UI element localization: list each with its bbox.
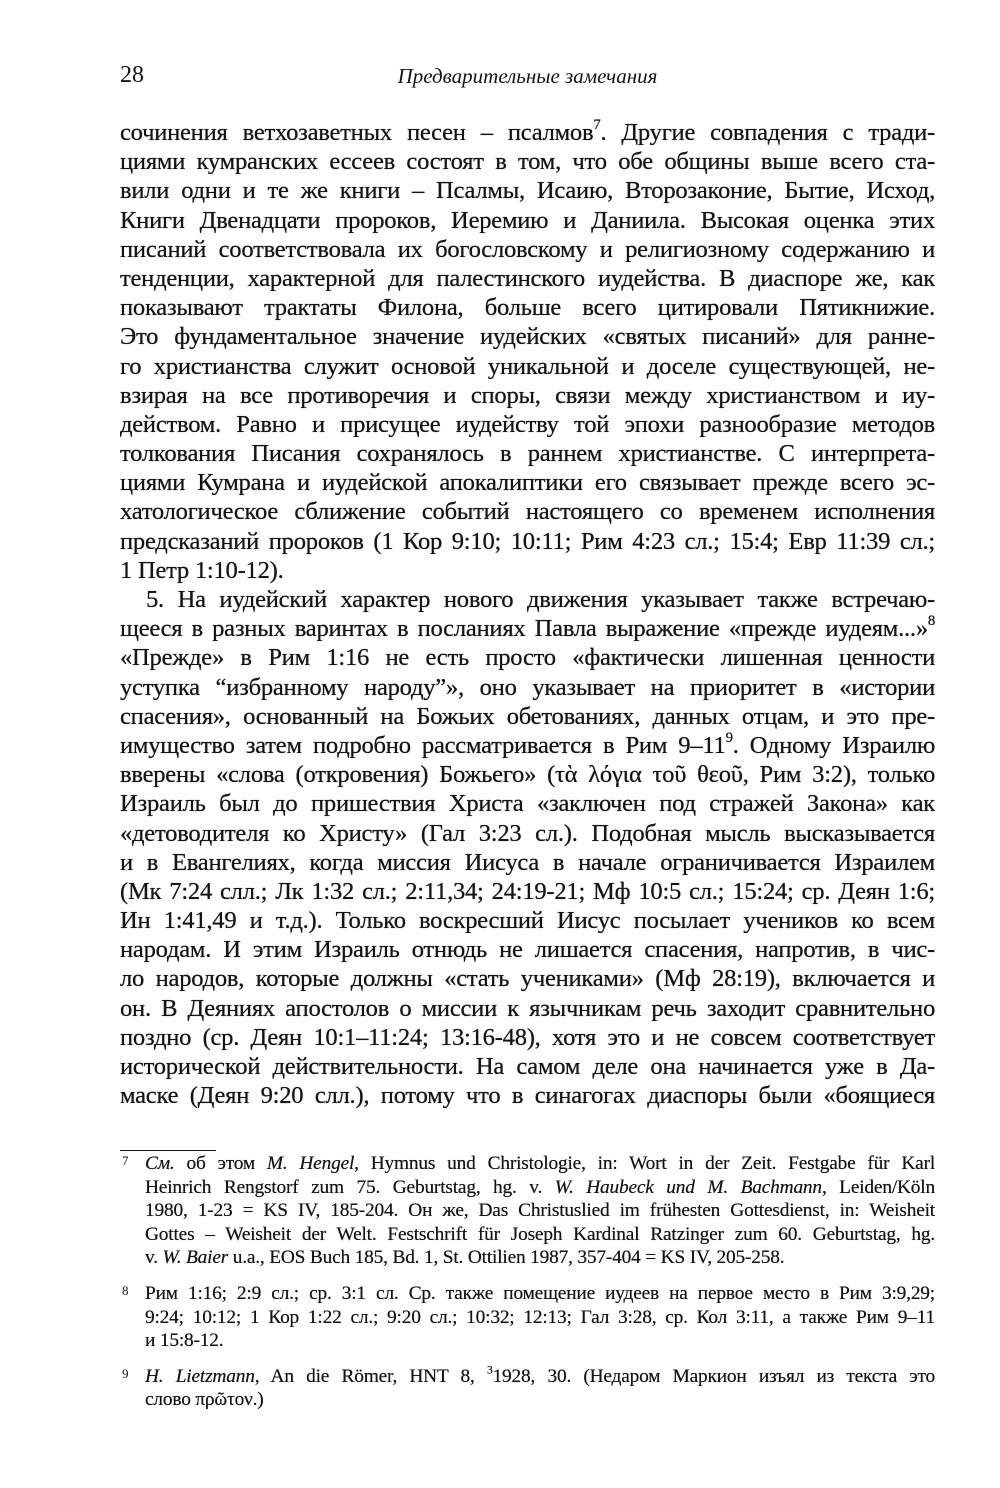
text-segment: действом. Равно и присущее иудейству той эпохи разнообразие методов — [120, 410, 935, 438]
footnote — [120, 1365, 935, 1412]
text-segment: го христианства служит основой уникальной и доселе существующей, не- — [120, 352, 935, 380]
footnote-reference: 9 — [725, 730, 733, 746]
text-line — [120, 877, 935, 906]
page-number: 28 — [120, 62, 144, 88]
text-segment: взирая на все противоречия и споры, связи между христианством и иу- — [120, 381, 935, 409]
text-segment: «Прежде» в Рим 1:16 не есть просто «фактически лишенная ценности — [120, 644, 935, 672]
text-segment: маске (Деян 9:20 слл.), потому что в синагогах диаспоры были «боящиеся — [120, 1082, 935, 1110]
text-segment: сочинения ветхозаветных песен – псалмов — [120, 119, 594, 146]
footnote-line — [145, 1282, 935, 1306]
text-line — [120, 1052, 935, 1081]
text-line — [120, 176, 935, 205]
text-segment: исторической действительности. На самом деле она начинается уже в Да- — [120, 1053, 935, 1080]
text-line — [120, 935, 935, 964]
footnote-number: 7 — [122, 1153, 129, 1168]
text-segment: Это фундаментальное значение иудейских «святых писаний» для ранне- — [120, 323, 935, 351]
text-segment: Книги Двенадцати пророков, Иеремию и Даниила. Высокая оценка этих — [120, 206, 935, 234]
text-segment: Рим 1:16; 2:9 сл.; ср. 3:1 сл. Ср. также помещение иудеев на первое место в Рим 3:9,29; — [145, 1282, 935, 1304]
text-segment: уступка “избранному народу”», оно указывает на приоритет в «истории — [120, 673, 935, 701]
text-line — [120, 352, 935, 381]
text-line — [120, 206, 935, 235]
footnote-line — [145, 1223, 935, 1247]
text-segment: W. Baier — [162, 1247, 229, 1269]
text-segment: хатологическое сближение событий настоящего со временем исполнения — [120, 498, 935, 526]
footnote — [120, 1282, 935, 1353]
footnote-line — [145, 1365, 935, 1389]
text-line — [120, 731, 935, 760]
text-line — [120, 293, 935, 322]
text-line — [120, 964, 935, 993]
footnote-line — [145, 1199, 935, 1223]
text-line — [120, 439, 935, 468]
text-segment: писаний соответствовала их богословскому и религиозному содержанию и — [120, 235, 935, 263]
footnote-reference: 3 — [486, 1364, 493, 1377]
footnote-line — [145, 1152, 935, 1176]
running-header — [120, 62, 935, 94]
footnote — [120, 1152, 935, 1270]
text-line — [120, 848, 935, 877]
footnote-line — [145, 1176, 935, 1200]
text-segment: Израиль был до пришествия Христа «заключен под стражей Закона» как — [120, 790, 935, 818]
text-segment: , Leiden/Köln — [821, 1176, 935, 1198]
text-line — [120, 497, 935, 526]
text-segment: W. Haubeck und M. Bachmann — [554, 1176, 822, 1198]
text-line — [120, 643, 935, 672]
text-segment: . Одному Израилю — [732, 731, 935, 759]
text-line — [120, 906, 935, 935]
text-line — [120, 789, 935, 818]
text-segment: он. В Деяниях апостолов о миссии к язычникам речь заходит сравнительно — [120, 994, 935, 1022]
text-line — [120, 264, 935, 293]
text-segment: 1928, 30. (Недаром Маркион изъял из текста это — [492, 1365, 935, 1387]
text-segment: поздно (ср. Деян 10:1–11:24; 13:16-48), хотя это и не совсем соответствует — [120, 1023, 935, 1051]
footnote-line — [145, 1388, 935, 1412]
text-segment: «детоводителя ко Христу» (Гал 3:23 сл.). Подобная мысль высказывается — [120, 819, 935, 847]
text-line — [120, 819, 935, 848]
text-segment: щееся в разных варинтах в посланиях Павла выражение «прежде иудеям...» — [120, 615, 928, 643]
footnote-reference: 8 — [927, 614, 935, 630]
footnote-number: 8 — [122, 1282, 129, 1298]
text-segment: Ин 1:41,49 и т.д.). Только воскресший Иисус посылает учеников ко всем — [120, 907, 935, 935]
text-segment: и 15:8-12. — [145, 1330, 224, 1352]
text-segment: , Hymnus und Christologie, in: Wort in der Zeit. Festgabe für Karl — [354, 1153, 935, 1174]
text-line — [120, 118, 935, 147]
text-segment: тенденции, характерной для палестинского иудейства. В диаспоре же, как — [120, 264, 935, 292]
text-segment: H. Lietzmann — [145, 1365, 255, 1387]
text-line — [120, 556, 935, 585]
text-segment: и в Евангелиях, когда миссия Иисуса в начале ограничивается Израилем — [120, 848, 935, 876]
text-segment: вили одни и те же книги – Псалмы, Исаию, Второзаконие, Бытие, Исход, — [120, 177, 935, 205]
footnote-number: 9 — [122, 1365, 129, 1381]
text-segment: циями Кумрана и иудейской апокалиптики его связывает прежде всего эс- — [120, 469, 935, 497]
text-line — [120, 673, 935, 702]
text-segment: спасения», основанный на Божьих обетованиях, данных отцам, и это пре- — [120, 702, 935, 730]
text-segment: показывают трактаты Филона, больше всего цитировали Пятикнижие. — [120, 294, 935, 322]
running-title: Предварительные замечания — [397, 64, 658, 88]
text-segment: предсказаний пророков (1 Кор 9:10; 10:11; Рим 4:23 сл.; 15:4; Евр 11:39 сл.; — [120, 527, 935, 555]
text-segment: циями кумранских ессеев состоят в том, что обе общины выше всего ста- — [120, 148, 935, 176]
text-line — [120, 585, 935, 614]
text-segment: (Мк 7:24 слл.; Лк 1:32 сл.; 2:11,34; 24:19-21; Мф 10:5 сл.; 15:24; ср. Деян 1:6; — [120, 877, 935, 905]
text-segment: M. Hengel — [266, 1153, 355, 1174]
text-line — [120, 381, 935, 410]
text-segment: ло народов, которые должны «стать учениками» (Мф 28:19), включается и — [120, 965, 935, 993]
footnote-line — [145, 1246, 935, 1270]
text-line — [120, 1023, 935, 1052]
text-line — [120, 702, 935, 731]
text-line — [120, 468, 935, 497]
main-text — [120, 118, 935, 1110]
text-segment: См. — [145, 1153, 175, 1174]
footnote-line — [145, 1329, 935, 1353]
text-segment: 1 Петр 1:10-12). — [120, 556, 284, 584]
text-line — [120, 235, 935, 264]
text-line — [120, 994, 935, 1023]
text-segment: Gottes – Weisheit der Welt. Festschrift für Joseph Kardinal Ratzinger zum 60. Geburtstag, hg. — [145, 1223, 935, 1245]
text-segment: толкования Писания сохранялось в раннем христианстве. С интерпрета- — [120, 440, 935, 468]
footnotes — [120, 1152, 935, 1424]
text-segment: вверены «слова (откровения) Божьего» (τὰ λόγια τοῦ θεοῦ, Рим 3:2), только — [120, 761, 935, 789]
text-line — [120, 410, 935, 439]
text-line — [120, 1081, 935, 1110]
text-segment: 1980, 1-23 = KS IV, 185-204. Он же, Das Christuslied im frühesten Gottesdienst, in: Weisheit — [145, 1200, 935, 1222]
text-segment: народам. И этим Израиль отнюдь не лишается спасения, напротив, в чис- — [120, 936, 935, 964]
text-line — [120, 614, 935, 643]
text-line — [120, 527, 935, 556]
text-segment: об этом — [174, 1153, 267, 1174]
text-segment: слово πρῶτον.) — [145, 1389, 264, 1411]
text-segment: , An die Römer, HNT 8, — [254, 1365, 487, 1387]
footnote-reference: 7 — [593, 118, 601, 133]
text-segment: имущество затем подробно рассматривается в Рим 9–11 — [120, 731, 726, 759]
text-segment: . Другие совпадения с тради- — [600, 119, 935, 146]
text-segment: 5. На иудейский характер нового движения указывает также встречаю- — [146, 586, 935, 613]
footnote-separator — [120, 1150, 216, 1151]
text-line — [120, 322, 935, 351]
text-segment: Heinrich Rengstorf zum 75. Geburtstag, hg. v. — [145, 1176, 555, 1198]
text-segment: 9:24; 10:12; 1 Кор 1:22 сл.; 9:20 сл.; 10:32; 12:13; Гал 3:28, ср. Кол 3:11, а также Рим 9–11 — [145, 1306, 935, 1328]
text-line — [120, 760, 935, 789]
text-line — [120, 147, 935, 176]
text-segment: u.a., EOS Buch 185, Bd. 1, St. Ottilien 1987, 357-404 = KS IV, 205-258. — [228, 1247, 785, 1269]
footnote-line — [145, 1306, 935, 1330]
text-segment: v. — [145, 1247, 163, 1269]
